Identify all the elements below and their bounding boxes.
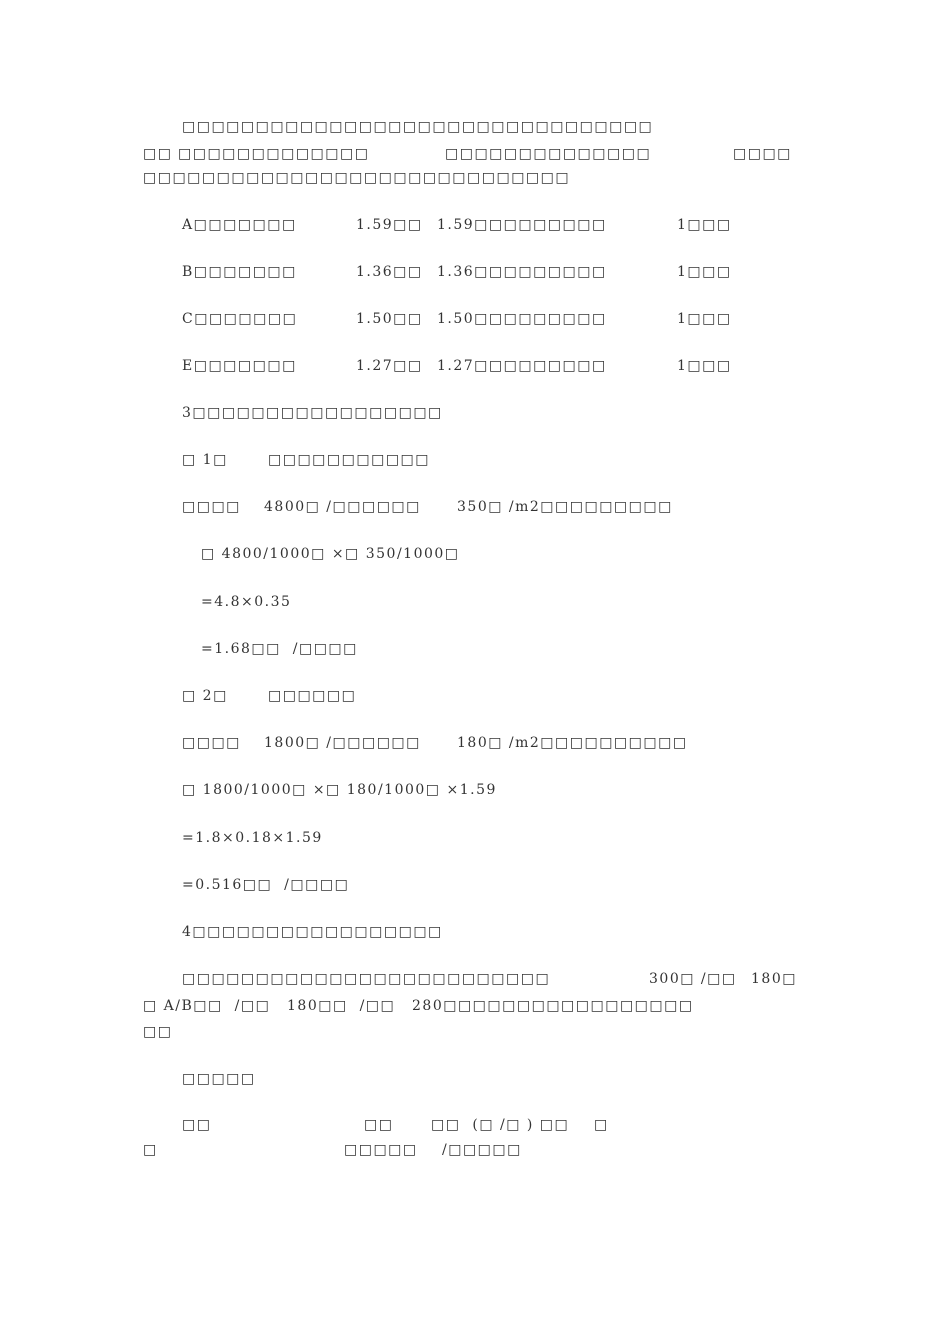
- text-line: 1.27□□□□□□□□□: [437, 358, 607, 374]
- text-line: □□: [143, 146, 173, 162]
- text-line: =1.68□□ /□□□□: [201, 641, 358, 657]
- text-line: □□□□□□□□□□□: [268, 452, 431, 468]
- text-line: □□: [182, 1117, 212, 1133]
- text-line: 1.59□□: [356, 217, 423, 233]
- text-line: □□□□□□□□□□□□□□□□□□□□□□□□□□□□□□□□: [182, 119, 654, 135]
- text-line: =4.8×0.35: [201, 594, 292, 610]
- text-line: 280□□□□□□□□□□□□□□□□□: [412, 998, 694, 1014]
- text-line: 1.59□□□□□□□□□: [437, 217, 607, 233]
- text-line: 1□□□: [677, 358, 732, 374]
- text-line: 350□ /m2□□□□□□□□□: [457, 499, 673, 515]
- text-line: □□□□□□□□□□□□□□□□□□□□□□□□□□□□□: [143, 170, 571, 186]
- text-line: 1□□□: [677, 311, 732, 327]
- text-line: □□□□□: [344, 1142, 418, 1158]
- text-line: 1.50□□: [356, 311, 423, 327]
- text-line: □□□□: [182, 499, 241, 515]
- text-line: □ A/B□□ /□□: [143, 998, 271, 1014]
- text-line: 4800□ /□□□□□□: [264, 499, 421, 515]
- text-line: □□□□□□□□□□□□□: [178, 146, 370, 162]
- text-line: 300□ /□□: [649, 971, 737, 987]
- text-line: 1.50□□□□□□□□□: [437, 311, 607, 327]
- text-line: 1800□ /□□□□□□: [264, 735, 421, 751]
- text-line: 4□□□□□□□□□□□□□□□□□: [182, 924, 443, 940]
- text-line: 3□□□□□□□□□□□□□□□□□: [182, 405, 443, 421]
- text-line: □□□□□: [182, 1071, 256, 1087]
- text-line: 1.36□□□□□□□□□: [437, 264, 607, 280]
- text-line: 180□ /m2□□□□□□□□□□: [457, 735, 688, 751]
- text-line: □ 2□: [182, 688, 228, 704]
- text-line: □□□□□□□□□□□□□□□□□□□□□□□□□: [182, 971, 551, 987]
- text-line: □□: [143, 1024, 173, 1040]
- text-line: C□□□□□□□: [182, 311, 298, 327]
- text-line: =1.8×0.18×1.59: [182, 830, 323, 846]
- text-line: B□□□□□□□: [182, 264, 297, 280]
- text-line: /□□□□□: [442, 1142, 522, 1158]
- text-line: □ 1□: [182, 452, 228, 468]
- text-line: □□□□□□: [268, 688, 357, 704]
- text-line: □: [594, 1117, 609, 1133]
- text-line: □: [143, 1142, 158, 1158]
- text-line: E□□□□□□□: [182, 358, 297, 374]
- text-line: 1.27□□: [356, 358, 423, 374]
- text-line: □□ (□ /□ ) □□: [431, 1117, 570, 1133]
- text-line: □ 1800/1000□ ×□ 180/1000□ ×1.59: [182, 782, 497, 798]
- text-line: 1□□□: [677, 264, 732, 280]
- text-line: 1.36□□: [356, 264, 423, 280]
- text-line: □□: [364, 1117, 394, 1133]
- text-line: =0.516□□ /□□□□: [182, 877, 350, 893]
- text-line: □□□□□□□□□□□□□□: [445, 146, 652, 162]
- text-line: □ 4800/1000□ ×□ 350/1000□: [201, 546, 460, 562]
- text-line: □□□□: [182, 735, 241, 751]
- text-line: 180□□ /□□: [287, 998, 396, 1014]
- text-line: □□□□: [733, 146, 792, 162]
- text-line: 1□□□: [677, 217, 732, 233]
- text-line: A□□□□□□□: [182, 217, 297, 233]
- text-line: 180□: [751, 971, 797, 987]
